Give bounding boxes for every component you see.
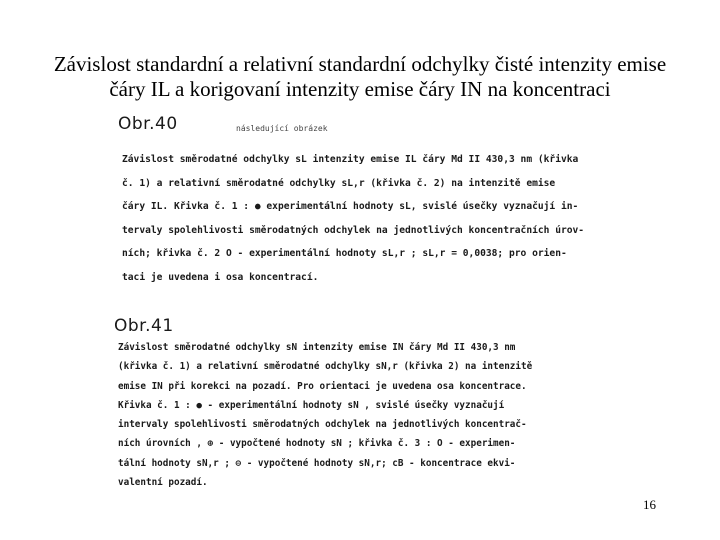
page-number: 16 <box>643 497 656 512</box>
caption-line: tervaly spolehlivosti směrodatných odchylek na jednotlivých koncentračních úrov- <box>122 224 585 236</box>
scanned-text-image <box>100 112 640 537</box>
caption-line: čáry IL. Křivka č. 1 : ● experimentální hodnoty sL, svislé úsečky vyznačují in- <box>122 201 579 212</box>
caption-line: č. 1) a relativní směrodatné odchylky sL,r (křivka č. 2) na intenzitě emise <box>122 177 556 189</box>
caption-line: emise IN při korekci na pozadí. Pro orientaci je uvedena osa koncentrace. <box>118 380 527 392</box>
fig40-caption <box>122 148 584 289</box>
fig41-caption <box>118 338 532 492</box>
caption-line: ních úrovních , ⊕ - vypočtené hodnoty sN ; křivka č. 3 : O - experimen- <box>118 438 516 450</box>
caption-line: valentní pozadí. <box>118 477 208 489</box>
caption-line: (křivka č. 1) a relativní směrodatné odchylky sN,r (křivka 2) na intenzitě <box>118 361 533 373</box>
caption-line: tální hodnoty sN,r ; ⊖ - vypočtené hodnoty sN,r; cB - koncentrace ekvi- <box>118 457 516 469</box>
slide-title: Závislost standardní a relativní standardní odchylky čisté intenzity emise čáry IL a korigovaní intenzity emise čáry IN na koncentraci <box>53 52 667 101</box>
caption-line: intervaly spolehlivosti směrodatných odchylek na jednotlivých koncentrač- <box>118 419 527 431</box>
fig40-note: následující obrázek <box>236 124 328 133</box>
caption-line: taci je uvedena i osa koncentrací. <box>122 271 319 283</box>
fig40-heading: Obr.40 <box>118 114 178 134</box>
fig41-heading: Obr.41 <box>114 316 174 336</box>
caption-line: Závislost směrodatné odchylky sN intenzity emise IN čáry Md II 430,3 nm <box>118 342 516 353</box>
caption-line: ních; křivka č. 2 O - experimentální hodnoty sL,r ; sL,r = 0,0038; pro orien- <box>122 248 567 259</box>
caption-line: Křivka č. 1 : ● - experimentální hodnoty sN , svislé úsečky vyznačují <box>118 399 505 411</box>
caption-line: Závislost směrodatné odchylky sL intenzity emise IL čáry Md II 430,3 nm (křivka <box>122 154 579 165</box>
